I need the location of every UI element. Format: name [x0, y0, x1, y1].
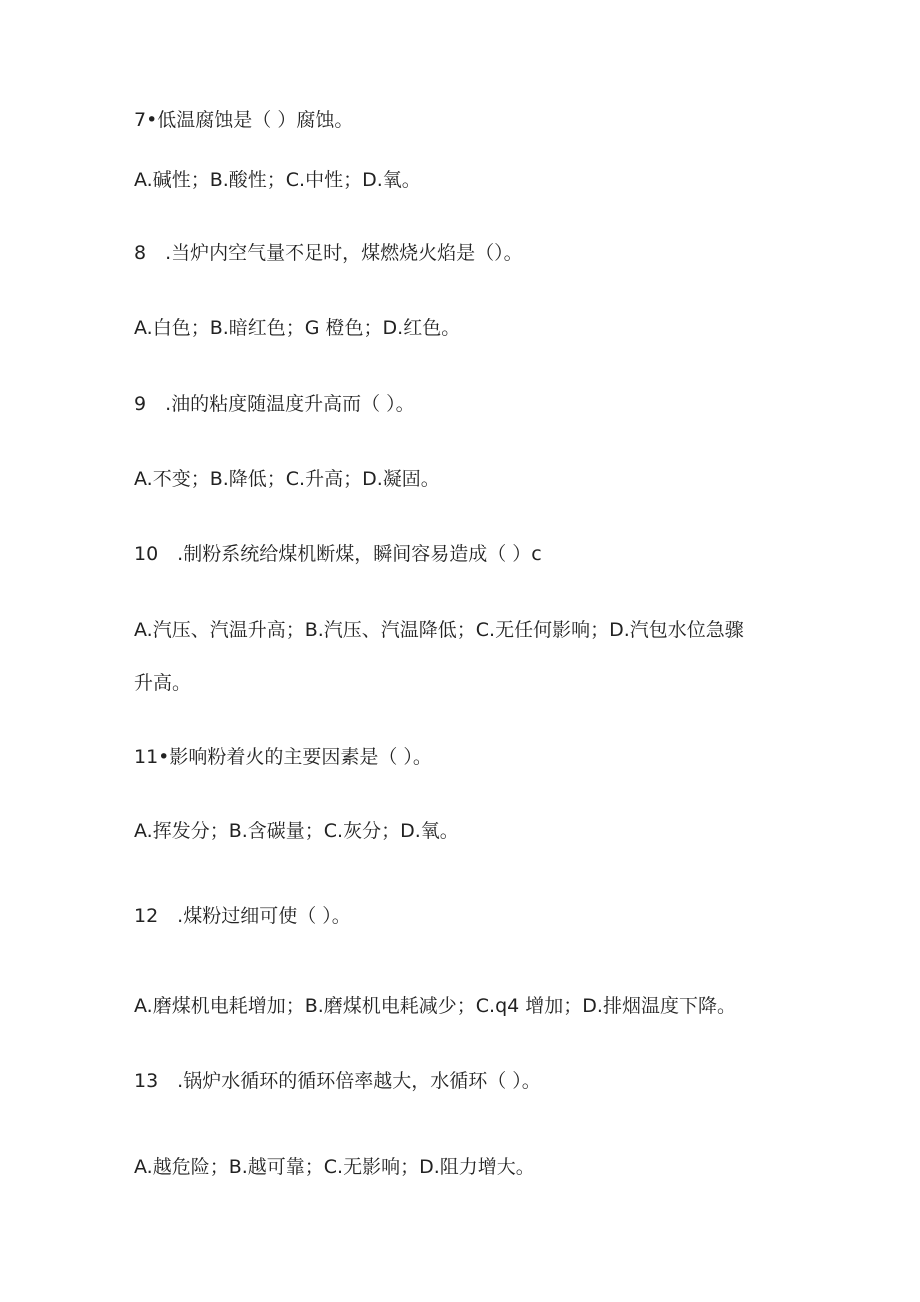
question-13-options: A.越危险；B.越可靠；C.无影响；D.阻力增大。 [134, 1156, 535, 1178]
question-9-options: A.不变；B.降低；C.升高；D.凝固。 [134, 468, 440, 490]
question-10-options-continued: 升高。 [134, 672, 192, 694]
question-13-stem: 13 .锅炉水循环的循环倍率越大，水循环（ ）。 [134, 1070, 541, 1092]
question-7-options: A.碱性；B.酸性；C.中性；D.氧。 [134, 169, 421, 191]
question-11-options: A.挥发分；B.含碳量；C.灰分；D.氧。 [134, 820, 459, 842]
question-7-stem: 7•低温腐蚀是（ ）腐蚀。 [134, 109, 354, 131]
question-9-stem: 9 .油的粘度随温度升高而（ ）。 [134, 393, 415, 415]
question-11-stem: 11•影响粉着火的主要因素是（ ）。 [134, 746, 432, 768]
question-8-options: A.白色；B.暗红色；G 橙色；D.红色。 [134, 317, 461, 339]
question-12-options: A.磨煤机电耗增加；B.磨煤机电耗减少；C.q4 增加；D.排烟温度下降。 [134, 995, 736, 1017]
question-8-stem: 8 .当炉内空气量不足时，煤燃烧火焰是（）。 [134, 242, 523, 264]
question-10-stem: 10 .制粉系统给煤机断煤，瞬间容易造成（ ）c [134, 543, 542, 565]
question-10-options: A.汽压、汽温升高；B.汽压、汽温降低；C.无任何影响；D.汽包水位急骤 [134, 619, 744, 641]
question-12-stem: 12 .煤粉过细可使（ ）。 [134, 905, 351, 927]
